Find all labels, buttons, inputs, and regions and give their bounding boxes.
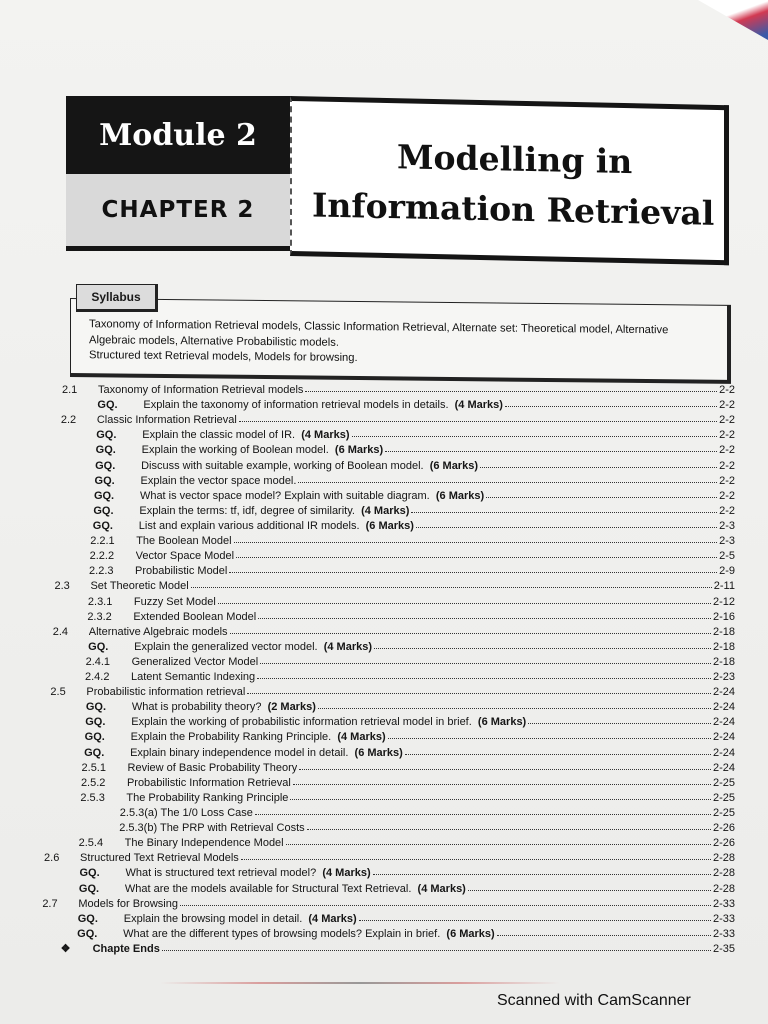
toc-row [80,776,735,790]
toc-gq-marker: GQ. [96,429,117,442]
toc-entry-marks: (6 Marks) [440,927,495,940]
toc-entry-label: Probabilistic information retrieval [86,686,246,699]
toc-row [93,504,735,518]
toc-page-number: 2-23 [712,671,735,684]
toc-entry-marks: (6 Marks) [471,716,527,729]
toc-entry-label: Explain the generalized vector model. [134,640,318,653]
toc-leader-dots [480,467,717,468]
toc-entry-marks: (4 Marks) [295,429,350,442]
toc-entry-label: Set Theoretic Model [90,580,189,593]
toc-page-number: 2-28 [712,882,735,895]
toc-entry-label: Extended Boolean Model [133,610,257,623]
syllabus-line: Algebraic models, Alternative Probabilistic models. [89,333,339,349]
toc-section-number: 2.5.3 [80,791,105,804]
toc-gq-marker: GQ. [95,459,116,472]
toc-row [79,867,735,880]
toc-row [85,671,735,684]
toc-gq-marker: GQ. [95,444,116,457]
toc-entry-label: Chapte Ends [92,942,160,955]
toc-leader-dots [230,633,711,634]
toc-row [96,429,735,442]
toc-page-number: 2-28 [712,852,735,865]
toc-leader-dots [241,859,711,860]
toc-page-number: 2-25 [712,791,735,804]
toc-page-number: 2-2 [719,384,735,396]
toc-row [44,852,735,865]
toc-section-number: 2.3 [54,580,70,593]
toc-entry-label: Explain the terms: tf, idf, degree of similarity. [139,504,355,517]
toc-row [88,640,735,654]
toc-gq-marker: GQ. [84,746,105,759]
toc-page-number: 2-24 [712,761,735,774]
toc-section-number: 2.5 [50,686,66,699]
toc-leader-dots [373,874,711,875]
toc-page-number: 2-2 [719,444,735,457]
toc-leader-dots [416,527,717,528]
toc-leader-dots [405,754,711,755]
toc-row [60,414,735,427]
toc-page-number: 2-2 [719,399,735,412]
toc-page-number: 2-33 [712,927,735,940]
toc-page-number: 2-3 [719,535,735,548]
toc-entry-label: What are the different types of browsing models? Explain in brief. [123,927,441,940]
toc-row [87,610,735,624]
toc-entry-marks: (4 Marks) [354,504,410,517]
toc-page-number: 2-24 [712,731,735,744]
toc-row [62,384,735,397]
toc-leader-dots [486,497,717,498]
toc-entry-label: Explain the Probability Ranking Principle. [130,731,332,744]
toc-entry-label: Latent Semantic Indexing [131,671,256,684]
toc-row [84,746,735,760]
toc-entry-label: What is probability theory? [131,701,262,714]
toc-page-number: 2-12 [712,595,735,608]
toc-row [54,580,735,593]
toc-entry-marks: (6 Marks) [328,444,384,457]
toc-row [81,761,735,775]
chapter-title-line1: Modelling in [397,137,633,182]
toc-row [52,625,735,639]
toc-section-number: 2.4.1 [85,655,111,668]
toc-leader-dots [505,406,717,407]
toc-entry-marks: (6 Marks) [423,459,478,472]
toc-section-number: 2.5.1 [81,761,106,774]
toc-entry-label: Fuzzy Set Model [133,595,216,608]
toc-entry-label: Explain the vector space model. [140,474,297,487]
toc-section-number: 2.7 [42,897,58,910]
toc-section-number: 2.4 [52,625,69,638]
toc-row [119,822,735,835]
toc-row [93,489,735,503]
toc-row [87,595,735,609]
toc-entry-label: What is structured text retrieval model? [125,867,317,880]
toc-entry-marks: (6 Marks) [429,489,485,502]
toc-entry-label: Explain binary independence model in detail. [130,746,349,759]
toc-section-number: 2.2.3 [89,565,114,578]
toc-leader-dots [218,603,711,604]
scanner-watermark: Scanned with CamScanner [497,992,691,1009]
toc-section-number: 2.4.2 [85,671,110,684]
toc-page-number: 2-2 [719,489,735,502]
toc-entry-marks: (6 Marks) [348,746,403,759]
toc-page-number: 2-11 [713,580,735,593]
syllabus-line: Taxonomy of Information Retrieval models, Classic Information Retrieval, Alternate set: Theoretical model, Alternative [89,318,669,337]
toc-leader-dots [247,693,711,694]
toc-row [42,897,735,911]
toc-entry-label: 2.5.3(a) The 1/0 Loss Case [119,807,253,820]
toc-entry-label: Explain the working of probabilistic information retrieval model in brief. [131,716,472,729]
toc-section-number: ❖ [60,942,71,955]
toc-row [77,927,735,941]
toc-leader-dots [162,950,711,951]
toc-gq-marker: GQ. [85,716,106,729]
toc-page-number: 2-18 [712,640,735,653]
toc-entry-marks: (4 Marks) [448,399,503,412]
toc-gq-marker: GQ. [88,640,109,653]
toc-page-number: 2-2 [719,414,735,427]
toc-entry-label: Discuss with suitable example, working of Boolean model. [141,459,424,472]
toc-entry-label: What is vector space model? Explain with suitable diagram. [139,489,430,502]
toc-leader-dots [299,769,711,770]
toc-page-number: 2-25 [712,807,735,820]
toc-row [50,686,735,699]
toc-row [89,550,735,563]
toc-entry-label: Vector Space Model [135,550,235,563]
page-bottom-edge [160,982,560,984]
toc-entry-label: Models for Browsing [78,897,178,910]
toc-entry-label: Generalized Vector Model [131,655,259,668]
toc-gq-marker: GQ. [93,489,115,502]
toc-leader-dots [229,572,717,573]
toc-row [78,837,735,850]
toc-section-number: 2.3.1 [87,595,113,608]
toc-page-number: 2-26 [712,822,735,835]
toc-entry-marks: (2 Marks) [261,701,316,714]
toc-gq-marker: GQ. [79,867,100,880]
toc-page-number: 2-26 [712,837,735,850]
chapter-label: CHAPTER 2 [101,197,255,223]
toc-leader-dots [298,482,717,483]
toc-entry-label: Explain the taxonomy of information retrieval models in details. [143,399,449,412]
toc-leader-dots [260,663,711,664]
toc-page-number: 2-3 [719,519,735,532]
toc-gq-marker: GQ. [77,912,98,925]
toc-entry-label: Structured Text Retrieval Models [80,852,239,865]
toc-row [92,519,735,533]
toc-leader-dots [258,618,711,619]
toc-leader-dots [388,738,711,739]
toc-entry-label: Probabilistic Information Retrieval [126,776,291,789]
toc-entry-label: Explain the browsing model in detail. [123,912,303,925]
chapter-title-line2: Information Retrieval [312,185,715,233]
toc-page-number: 2-16 [712,610,735,623]
toc-row [60,942,735,956]
toc-row [120,807,735,820]
toc-leader-dots [293,784,711,785]
toc-leader-dots [468,890,711,891]
toc-leader-dots [180,905,711,906]
toc-gq-marker: GQ. [93,504,114,517]
toc-page-number: 2-28 [712,867,735,880]
toc-entry-marks: (4 Marks) [316,867,371,880]
toc-page-number: 2-24 [712,701,735,714]
toc-page-number: 2-2 [719,429,735,442]
toc-leader-dots [286,844,711,845]
toc-leader-dots [239,421,717,422]
toc-leader-dots [318,708,711,709]
toc-leader-dots [255,814,711,815]
toc-gq-marker: GQ. [77,927,98,940]
toc-page-number: 2-18 [712,655,735,668]
toc-entry-marks: (4 Marks) [411,882,466,895]
toc-section-number: 2.1 [62,384,78,396]
toc-entry-label: Alternative Algebraic models [88,625,228,638]
toc-leader-dots [352,436,718,437]
toc-leader-dots [411,512,717,513]
toc-entry-label: The Boolean Model [136,535,232,548]
toc-page-number: 2-33 [712,897,735,910]
toc-row [94,474,735,488]
toc-entry-marks: (4 Marks) [317,640,373,653]
toc-entry-marks: (4 Marks) [302,912,357,925]
toc-row [95,444,735,457]
toc-entry-label: Explain the working of Boolean model. [141,444,329,457]
toc-entry-label: Review of Basic Probability Theory [127,761,298,774]
toc-entry-label: Explain the classic model of IR. [142,429,296,442]
toc-page-number: 2-2 [719,459,735,472]
toc-leader-dots [257,678,711,679]
toc-entry-label: Classic Information Retrieval [96,414,237,427]
toc-page-number: 2-24 [712,716,735,729]
toc-page-number: 2-24 [712,746,735,759]
toc-row [89,565,735,578]
toc-leader-dots [374,648,711,649]
toc-row [85,655,735,669]
toc-section-number: 2.6 [44,852,60,865]
toc-section-number: 2.2.2 [89,550,115,563]
toc-entry-label: List and explain various additional IR models. [138,519,360,532]
toc-leader-dots [307,829,711,830]
toc-entry-label: 2.5.3(b) The PRP with Retrieval Costs [119,822,305,835]
toc-row [90,535,735,548]
toc-gq-marker: GQ. [97,399,118,412]
toc-entry-label: The Binary Independence Model [124,837,284,850]
toc-leader-dots [236,557,717,558]
toc-row [77,912,735,926]
toc-page-number: 2-5 [719,550,735,563]
toc-leader-dots [359,920,711,921]
toc-page-number: 2-9 [719,565,735,578]
toc-leader-dots [290,799,711,800]
toc-section-number: 2.5.2 [80,776,106,789]
toc-page-number: 2-18 [712,625,735,638]
toc-row [78,882,735,896]
toc-row [97,399,735,412]
toc-section-number: 2.3.2 [87,610,112,623]
toc-leader-dots [191,587,712,588]
toc-section-number: 2.5.4 [78,837,104,850]
toc-entry-marks: (4 Marks) [331,731,386,744]
toc-page-number: 2-2 [719,474,735,487]
toc-leader-dots [234,542,717,543]
module-label: Module 2 [99,117,257,153]
toc-row [85,716,735,729]
toc-leader-dots [385,451,717,452]
toc-leader-dots [528,723,711,724]
toc-page-number: 2-2 [719,504,735,517]
toc-row [85,701,735,714]
toc-gq-marker: GQ. [78,882,100,895]
toc-row [80,791,735,805]
syllabus-tab: Syllabus [76,284,158,312]
toc-row [84,731,735,744]
toc-section-number: 2.2 [60,414,77,427]
toc-gq-marker: GQ. [84,731,105,744]
toc-leader-dots [497,935,711,936]
toc-entry-label: Taxonomy of Information Retrieval models [98,384,304,396]
toc-row [95,459,735,473]
syllabus-line: Structured text Retrieval models, Models for browsing. [89,349,358,365]
toc-section-number: 2.2.1 [90,535,115,548]
toc-leader-dots [305,391,717,392]
toc-page-number: 2-25 [712,776,735,789]
toc-page-number: 2-33 [712,912,735,925]
toc-entry-label: What are the models available for Structural Text Retrieval. [124,882,412,895]
toc-gq-marker: GQ. [85,701,106,714]
toc-entry-label: The Probability Ranking Principle [126,791,289,804]
toc-page-number: 2-24 [712,686,735,699]
toc-page-number: 2-35 [712,942,735,955]
toc-entry-label: Probabilistic Model [135,565,228,578]
toc-entry-marks: (6 Marks) [359,519,414,532]
toc-gq-marker: GQ. [94,474,115,487]
toc-gq-marker: GQ. [92,519,113,532]
